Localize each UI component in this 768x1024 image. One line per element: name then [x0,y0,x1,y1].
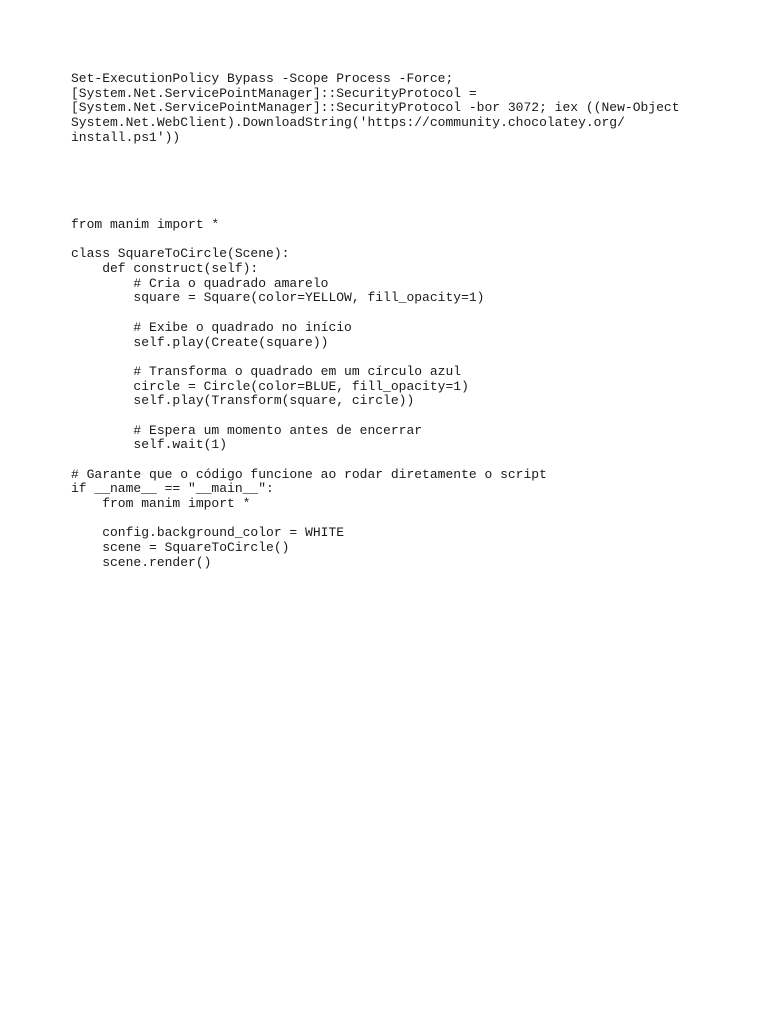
python-code-line: scene = SquareToCircle() [71,540,290,556]
python-code-line: from manim import * [71,217,220,232]
python-code-line: self.play(Create(square)) [71,334,329,350]
python-code-line: # Transforma o quadrado em um círculo azul [71,363,462,379]
python-code-line [71,350,547,365]
python-code-line [71,512,547,527]
python-code-line: square = Square(color=YELLOW, fill_opacity=1) [71,290,485,306]
python-code-line [71,409,547,424]
powershell-code-line: Set-ExecutionPolicy Bypass -Scope Process -Force; [71,71,454,86]
python-code-line: if __name__ == "__main__": [71,481,274,497]
python-code-line: # Garante que o código funcione ao rodar diretamente o script [71,466,547,482]
python-code-line: config.background_color = WHITE [71,525,345,541]
powershell-code-line: System.Net.WebClient).DownloadString('https://community.chocolatey.org/ [71,115,625,131]
python-code-line: self.play(Transform(square, circle)) [71,393,415,409]
python-code-line [71,233,547,248]
python-code-line [71,306,547,321]
python-code-line: self.wait(1) [71,437,228,453]
python-code-line: # Espera um momento antes de encerrar [71,422,423,438]
python-code-line: class SquareToCircle(Scene): [71,246,290,262]
python-manim-script [71,218,547,571]
powershell-install-command [71,72,680,145]
python-code-line: scene.render() [71,554,212,570]
powershell-code-line: install.ps1')) [71,129,181,145]
python-code-line: # Cria o quadrado amarelo [71,275,329,291]
python-code-line: circle = Circle(color=BLUE, fill_opacity=1) [71,378,469,394]
powershell-code-line: [System.Net.ServicePointManager]::SecurityProtocol = [71,85,477,101]
python-code-line [71,453,547,468]
python-code-line: from manim import * [71,496,251,512]
powershell-code-line: [System.Net.ServicePointManager]::SecurityProtocol -bor 3072; iex ((New-Object [71,100,680,116]
python-code-line: def construct(self): [71,261,259,277]
python-code-line: # Exibe o quadrado no início [71,319,352,335]
